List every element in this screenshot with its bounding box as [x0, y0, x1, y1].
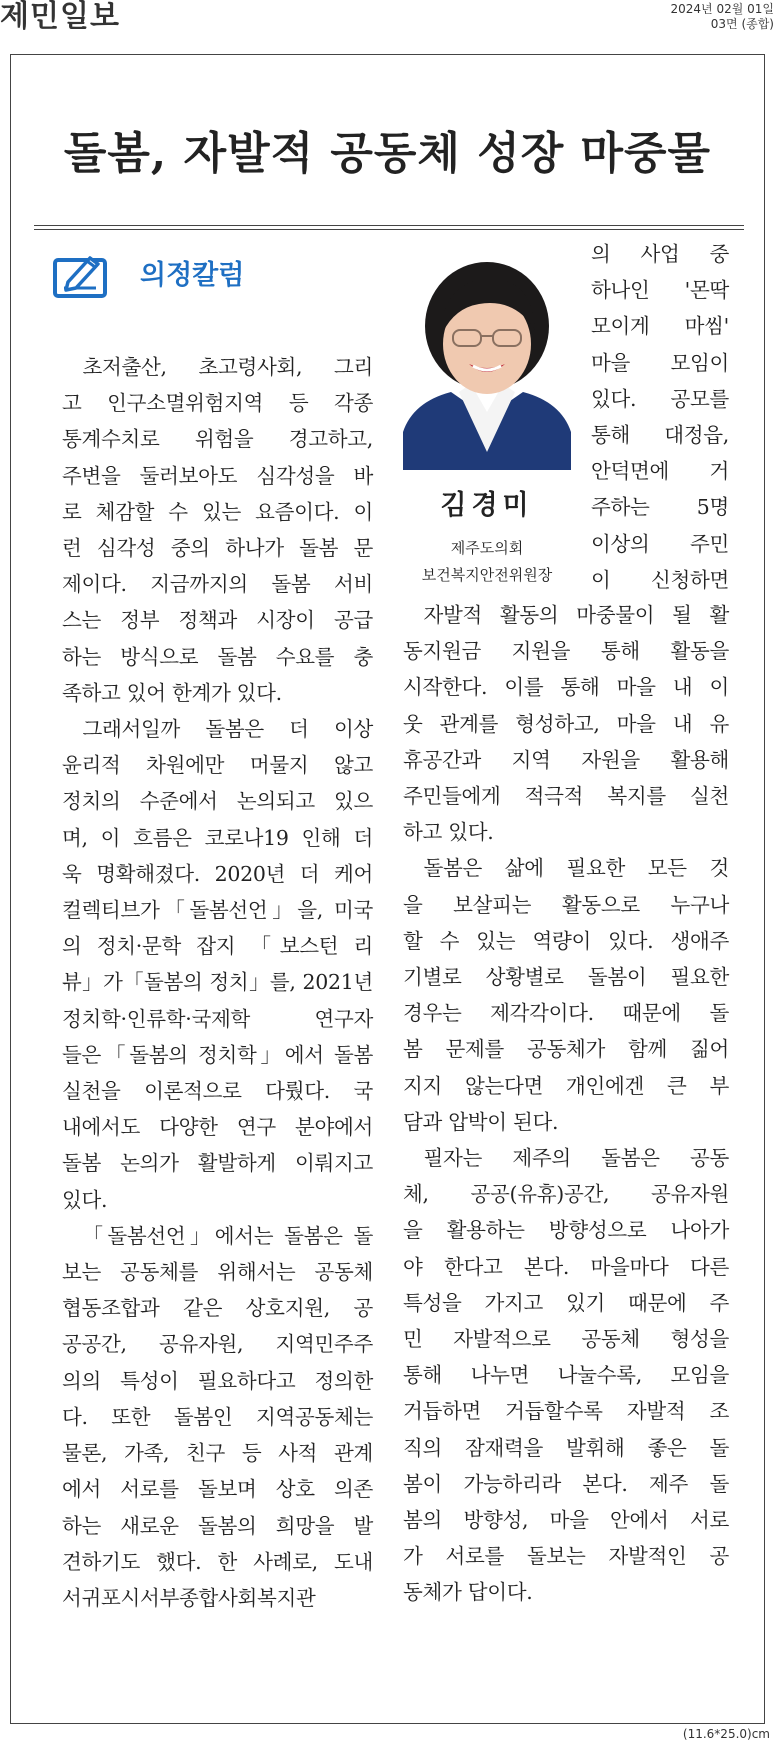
- text-line: 내에서도 다양한 연구 분야에서: [62, 1115, 373, 1140]
- paragraph: [62, 349, 373, 711]
- text-line: 마을 모임이: [591, 350, 729, 375]
- text-line: 안덕면에 거: [591, 459, 729, 484]
- text-line: 할 수 있는 역량이 있다. 생애주: [403, 928, 729, 953]
- text-line: 이 신청하면: [591, 567, 729, 592]
- paragraph: [403, 850, 729, 1140]
- text-line: 기별로 상황별로 돌봄이 필요한: [403, 965, 729, 990]
- text-line: 거듭하면 거듭할수록 자발적 조: [403, 1399, 729, 1424]
- text-line: 뷰」가「돌봄의 정치」를, 2021년: [62, 970, 373, 995]
- text-line: 실천을 이론적으로 다뤘다. 국: [62, 1079, 373, 1104]
- text-line: 정치학·인류학·국제학 연구자: [62, 1006, 373, 1031]
- text-line: 있다. 공모를: [591, 386, 729, 411]
- author-photo: [403, 252, 571, 470]
- paragraph: [403, 1140, 729, 1611]
- right-column-top-text: [591, 236, 729, 598]
- author-title: [395, 535, 579, 589]
- text-line: 휴공간과 지역 자원을 활용해: [403, 747, 729, 772]
- text-line: 의의 특성이 필요하다고 정의한: [62, 1368, 373, 1393]
- text-line: 하는 새로운 돌봄의 희망을 발: [62, 1513, 373, 1538]
- text-line: 통해 대정읍,: [591, 423, 729, 448]
- paragraph: [403, 597, 729, 850]
- text-line: 봄의 방향성, 마을 안에서 서로: [403, 1508, 729, 1533]
- issue-page: 03면 (종합): [710, 17, 774, 31]
- text-line: 물론, 가족, 친구 등 사적 관계: [62, 1441, 373, 1466]
- text-line: 하는 방식으로 돌봄 수요를 충: [62, 644, 373, 669]
- text-line: 에서 서로를 돌보며 상호 의존: [62, 1477, 373, 1502]
- text-line: 있다.: [62, 1187, 108, 1212]
- text-line: 동지원금 지원을 통해 활동을: [403, 639, 729, 664]
- text-line: 가 서로를 돌보는 자발적인 공: [403, 1544, 729, 1569]
- paragraph: [62, 711, 373, 1218]
- pencil-note-icon: [52, 252, 110, 304]
- text-line: 협동조합과 같은 상호지원, 공: [62, 1296, 373, 1321]
- author-name: 김경미: [440, 490, 534, 521]
- text-line: 특성을 가지고 있기 때문에 주: [403, 1290, 729, 1315]
- text-line: 하나인 '몬딱: [591, 278, 729, 303]
- text-line: 돌봄은 삶에 필요한 모든 것: [423, 856, 729, 881]
- text-line: 서귀포시서부종합사회복지관: [62, 1585, 316, 1610]
- text-line: 컬렉티브가「돌봄선언」을, 미국: [62, 898, 373, 923]
- paragraph: [62, 1218, 373, 1616]
- text-line: 견하기도 했다. 한 사례로, 도내: [62, 1549, 373, 1574]
- headline-rule: [34, 225, 744, 226]
- author-title-line1: 제주도의회: [450, 539, 524, 557]
- text-line: 체, 공공(유휴)공간, 공유자원: [403, 1182, 729, 1207]
- text-line: 을 보살피는 활동으로 누구나: [403, 892, 729, 917]
- text-line: 며, 이 흐름은 코로나19 인해 더: [62, 825, 373, 850]
- text-line: 봄이 가능하리라 본다. 제주 돌: [403, 1471, 729, 1496]
- text-line: 초저출산, 초고령사회, 그리: [82, 355, 373, 379]
- text-line: 시작한다. 이를 통해 마을 내 이: [403, 675, 729, 700]
- text-line: 담과 압박이 된다.: [403, 1109, 559, 1134]
- text-line: 지지 않는다면 개인에겐 큰 부: [403, 1073, 729, 1098]
- text-line: 하고 있다.: [403, 820, 494, 845]
- headline: 돌봄, 자발적 공동체 성장 마중물: [63, 128, 712, 179]
- text-line: 주민들에게 적극적 복지를 실천: [403, 784, 729, 809]
- author-title-line2: 보건복지안전위원장: [421, 566, 553, 584]
- column-name: 의정칼럼: [140, 260, 245, 291]
- newspaper-masthead: 제민일보: [0, 0, 120, 34]
- text-line: 정치의 수준에서 논의되고 있으: [62, 789, 373, 814]
- text-line: 야 한다고 본다. 마을마다 다른: [403, 1254, 729, 1279]
- text-line: 윤리적 차원에만 머물지 않고: [62, 753, 373, 778]
- issue-info: [671, 2, 774, 32]
- text-line: 런 심각성 중의 하나가 돌봄 문: [62, 536, 373, 561]
- text-line: 경우는 제각각이다. 때문에 돌: [403, 1001, 729, 1026]
- text-line: 돌봄 논의가 활발하게 이뤄지고: [62, 1151, 373, 1176]
- text-line: 들은「돌봄의 정치학」에서 돌봄: [62, 1042, 373, 1067]
- headline-rule-thin: [34, 229, 744, 230]
- text-line: 공공간, 공유자원, 지역민주주: [62, 1332, 373, 1357]
- text-line: 통해 나누면 나눌수록, 모임을: [403, 1363, 729, 1388]
- text-line: 봄 문제를 공동체가 함께 짊어: [403, 1037, 729, 1062]
- text-line: 민 자발적으로 공동체 형성을: [403, 1327, 729, 1352]
- text-line: 통계수치로 위험을 경고하고,: [62, 427, 373, 452]
- text-line: 제이다. 지금까지의 돌봄 서비: [62, 572, 373, 597]
- text-line: 다. 또한 돌봄인 지역공동체는: [62, 1404, 373, 1429]
- right-column-text: [403, 597, 729, 1611]
- issue-date: 2024년 02월 01일: [670, 2, 774, 16]
- text-line: 이상의 주민: [591, 531, 729, 556]
- text-line: 보는 공동체를 위해서는 공동체: [62, 1260, 373, 1285]
- text-line: 모이게 마씸': [591, 314, 729, 339]
- article-size-note: (11.6*25.0)cm: [682, 1727, 770, 1741]
- text-line: 웃 관계를 형성하고, 마을 내 유: [403, 711, 729, 736]
- text-line: 필자는 제주의 돌봄은 공동: [423, 1146, 729, 1171]
- text-line: 을 활용하는 방향성으로 나아가: [403, 1218, 729, 1243]
- text-line: 스는 정부 정책과 시장이 공급: [62, 608, 373, 633]
- text-line: 직의 잠재력을 발휘해 좋은 돌: [403, 1435, 729, 1460]
- left-column-text: [62, 349, 373, 1616]
- text-line: 의 정치·문학 잡지 「보스턴 리: [62, 934, 373, 959]
- text-line: 족하고 있어 한계가 있다.: [62, 680, 282, 705]
- text-line: 「돌봄선언」에서는 돌봄은 돌: [82, 1223, 373, 1248]
- text-line: 주하는 5명: [591, 495, 729, 520]
- text-line: 로 체감할 수 있는 요즘이다. 이: [62, 499, 373, 524]
- text-line: 욱 명확해졌다. 2020년 더 케어: [62, 861, 373, 886]
- text-line: 동체가 답이다.: [403, 1580, 533, 1605]
- text-line: 의 사업 중: [591, 242, 729, 266]
- text-line: 주변을 둘러보아도 심각성을 바: [62, 463, 373, 488]
- text-line: 그래서일까 돌봄은 더 이상: [82, 717, 373, 742]
- text-line: 고 인구소멸위험지역 등 각종: [62, 391, 373, 416]
- text-line: 자발적 활동의 마중물이 될 활: [423, 603, 729, 627]
